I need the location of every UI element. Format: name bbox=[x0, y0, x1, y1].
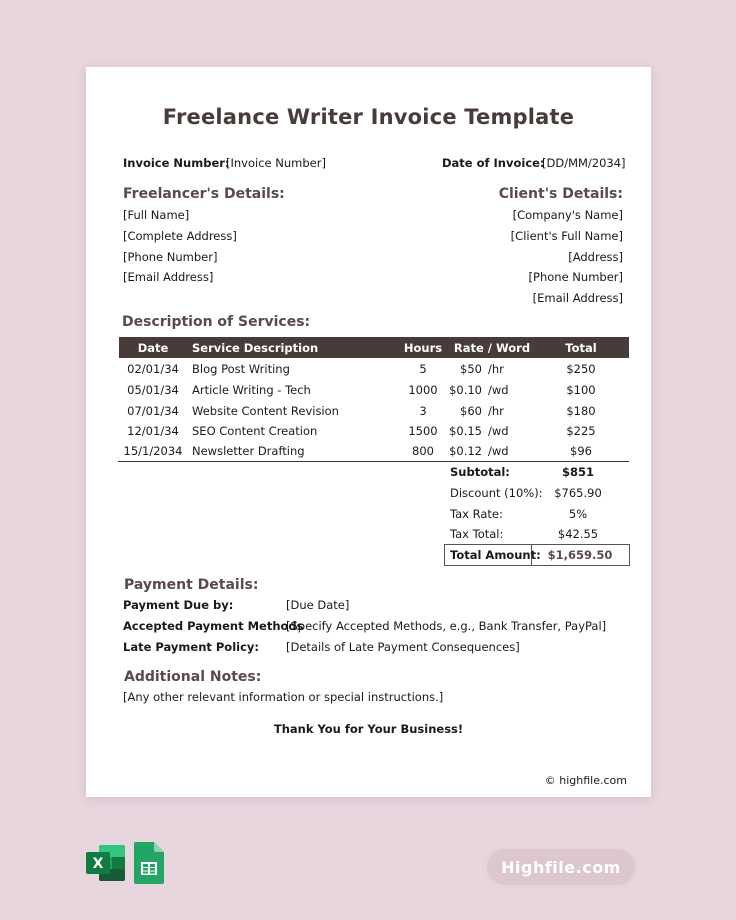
payment-methods-label: Accepted Payment Methods bbox=[123, 619, 304, 633]
services-table-header bbox=[119, 337, 629, 358]
row-date: 05/01/34 bbox=[127, 383, 179, 397]
row-total: $100 bbox=[566, 383, 596, 397]
row-total: $180 bbox=[566, 404, 596, 418]
col-rate: Rate / Word bbox=[453, 341, 531, 355]
row-description: Website Content Revision bbox=[192, 404, 339, 418]
row-date: 12/01/34 bbox=[127, 424, 179, 438]
row-rate-unit: /wd bbox=[488, 444, 509, 458]
client-line: [Address] bbox=[568, 250, 623, 264]
invoice-document bbox=[86, 67, 651, 797]
row-date: 15/1/2034 bbox=[123, 444, 183, 458]
table-divider bbox=[118, 461, 629, 462]
client-line: [Company's Name] bbox=[512, 208, 623, 222]
client-heading: Client's Details: bbox=[498, 186, 623, 202]
client-line: [Client's Full Name] bbox=[510, 229, 623, 243]
total-amount-box bbox=[444, 544, 630, 566]
tax-rate-label: Tax Rate: bbox=[450, 507, 503, 521]
excel-icon bbox=[85, 843, 127, 883]
row-date: 02/01/34 bbox=[127, 362, 179, 376]
row-rate: $50 bbox=[460, 362, 482, 376]
total-amount-value: $1,659.50 bbox=[547, 548, 613, 562]
freelancer-line: [Phone Number] bbox=[123, 250, 218, 264]
freelancer-line: [Email Address] bbox=[123, 270, 214, 284]
row-description: Article Writing - Tech bbox=[192, 383, 311, 397]
row-description: Newsletter Drafting bbox=[192, 444, 305, 458]
row-total: $225 bbox=[566, 424, 596, 438]
google-sheets-icon bbox=[134, 842, 164, 884]
row-hours: 800 bbox=[412, 444, 434, 458]
invoice-number-value: [Invoice Number] bbox=[226, 156, 326, 170]
col-description: Service Description bbox=[192, 341, 319, 355]
row-total: $250 bbox=[566, 362, 596, 376]
subtotal-value: $851 bbox=[561, 465, 594, 479]
row-rate-unit: /wd bbox=[488, 383, 509, 397]
col-hours: Hours bbox=[403, 341, 443, 355]
payment-due-value: [Due Date] bbox=[286, 598, 350, 612]
payment-policy-label: Late Payment Policy: bbox=[123, 640, 260, 654]
highfile-brand-badge[interactable]: Highfile.com bbox=[484, 846, 638, 888]
discount-label: Discount (10%): bbox=[450, 486, 543, 500]
row-total: $96 bbox=[570, 444, 592, 458]
row-hours: 1500 bbox=[408, 424, 438, 438]
total-amount-label: Total Amount: bbox=[450, 548, 541, 562]
row-rate: $60 bbox=[460, 404, 482, 418]
document-title: Freelance Writer Invoice Template bbox=[162, 105, 575, 129]
invoice-date-value: [DD/MM/2034] bbox=[542, 156, 626, 170]
row-hours: 1000 bbox=[408, 383, 438, 397]
payment-policy-value: [Details of Late Payment Consequences] bbox=[286, 640, 520, 654]
discount-value: $765.90 bbox=[554, 486, 602, 500]
tax-rate-value: 5% bbox=[568, 507, 588, 521]
tax-total-value: $42.55 bbox=[557, 527, 599, 541]
services-heading: Description of Services: bbox=[122, 314, 311, 330]
col-total: Total bbox=[565, 341, 597, 355]
freelancer-heading: Freelancer's Details: bbox=[123, 186, 285, 202]
thank-you-message: Thank You for Your Business! bbox=[273, 722, 464, 736]
freelancer-line: [Full Name] bbox=[123, 208, 190, 222]
notes-text: [Any other relevant information or special instructions.] bbox=[123, 690, 444, 704]
row-description: Blog Post Writing bbox=[192, 362, 290, 376]
tax-total-label: Tax Total: bbox=[450, 527, 504, 541]
row-date: 07/01/34 bbox=[127, 404, 179, 418]
invoice-number-label: Invoice Number: bbox=[123, 156, 230, 170]
row-rate: $0.10 bbox=[449, 383, 482, 397]
row-hours: 3 bbox=[419, 404, 427, 418]
payment-methods-value: [Specify Accepted Methods, e.g., Bank Transfer, PayPal] bbox=[286, 619, 607, 633]
row-rate-unit: /hr bbox=[488, 404, 504, 418]
invoice-date-label: Date of Invoice: bbox=[442, 156, 545, 170]
row-hours: 5 bbox=[419, 362, 427, 376]
col-date: Date bbox=[137, 341, 169, 355]
payment-due-label: Payment Due by: bbox=[123, 598, 234, 612]
client-line: [Email Address] bbox=[532, 291, 623, 305]
copyright-text: © highfile.com bbox=[544, 774, 627, 787]
row-rate: $0.12 bbox=[449, 444, 482, 458]
row-rate: $0.15 bbox=[449, 424, 482, 438]
payment-heading: Payment Details: bbox=[124, 577, 259, 593]
svg-text:X: X bbox=[92, 856, 104, 872]
row-rate-unit: /hr bbox=[488, 362, 504, 376]
row-description: SEO Content Creation bbox=[192, 424, 318, 438]
client-line: [Phone Number] bbox=[528, 270, 623, 284]
notes-heading: Additional Notes: bbox=[124, 669, 262, 685]
row-rate-unit: /wd bbox=[488, 424, 509, 438]
freelancer-line: [Complete Address] bbox=[123, 229, 237, 243]
subtotal-label: Subtotal: bbox=[450, 465, 510, 479]
